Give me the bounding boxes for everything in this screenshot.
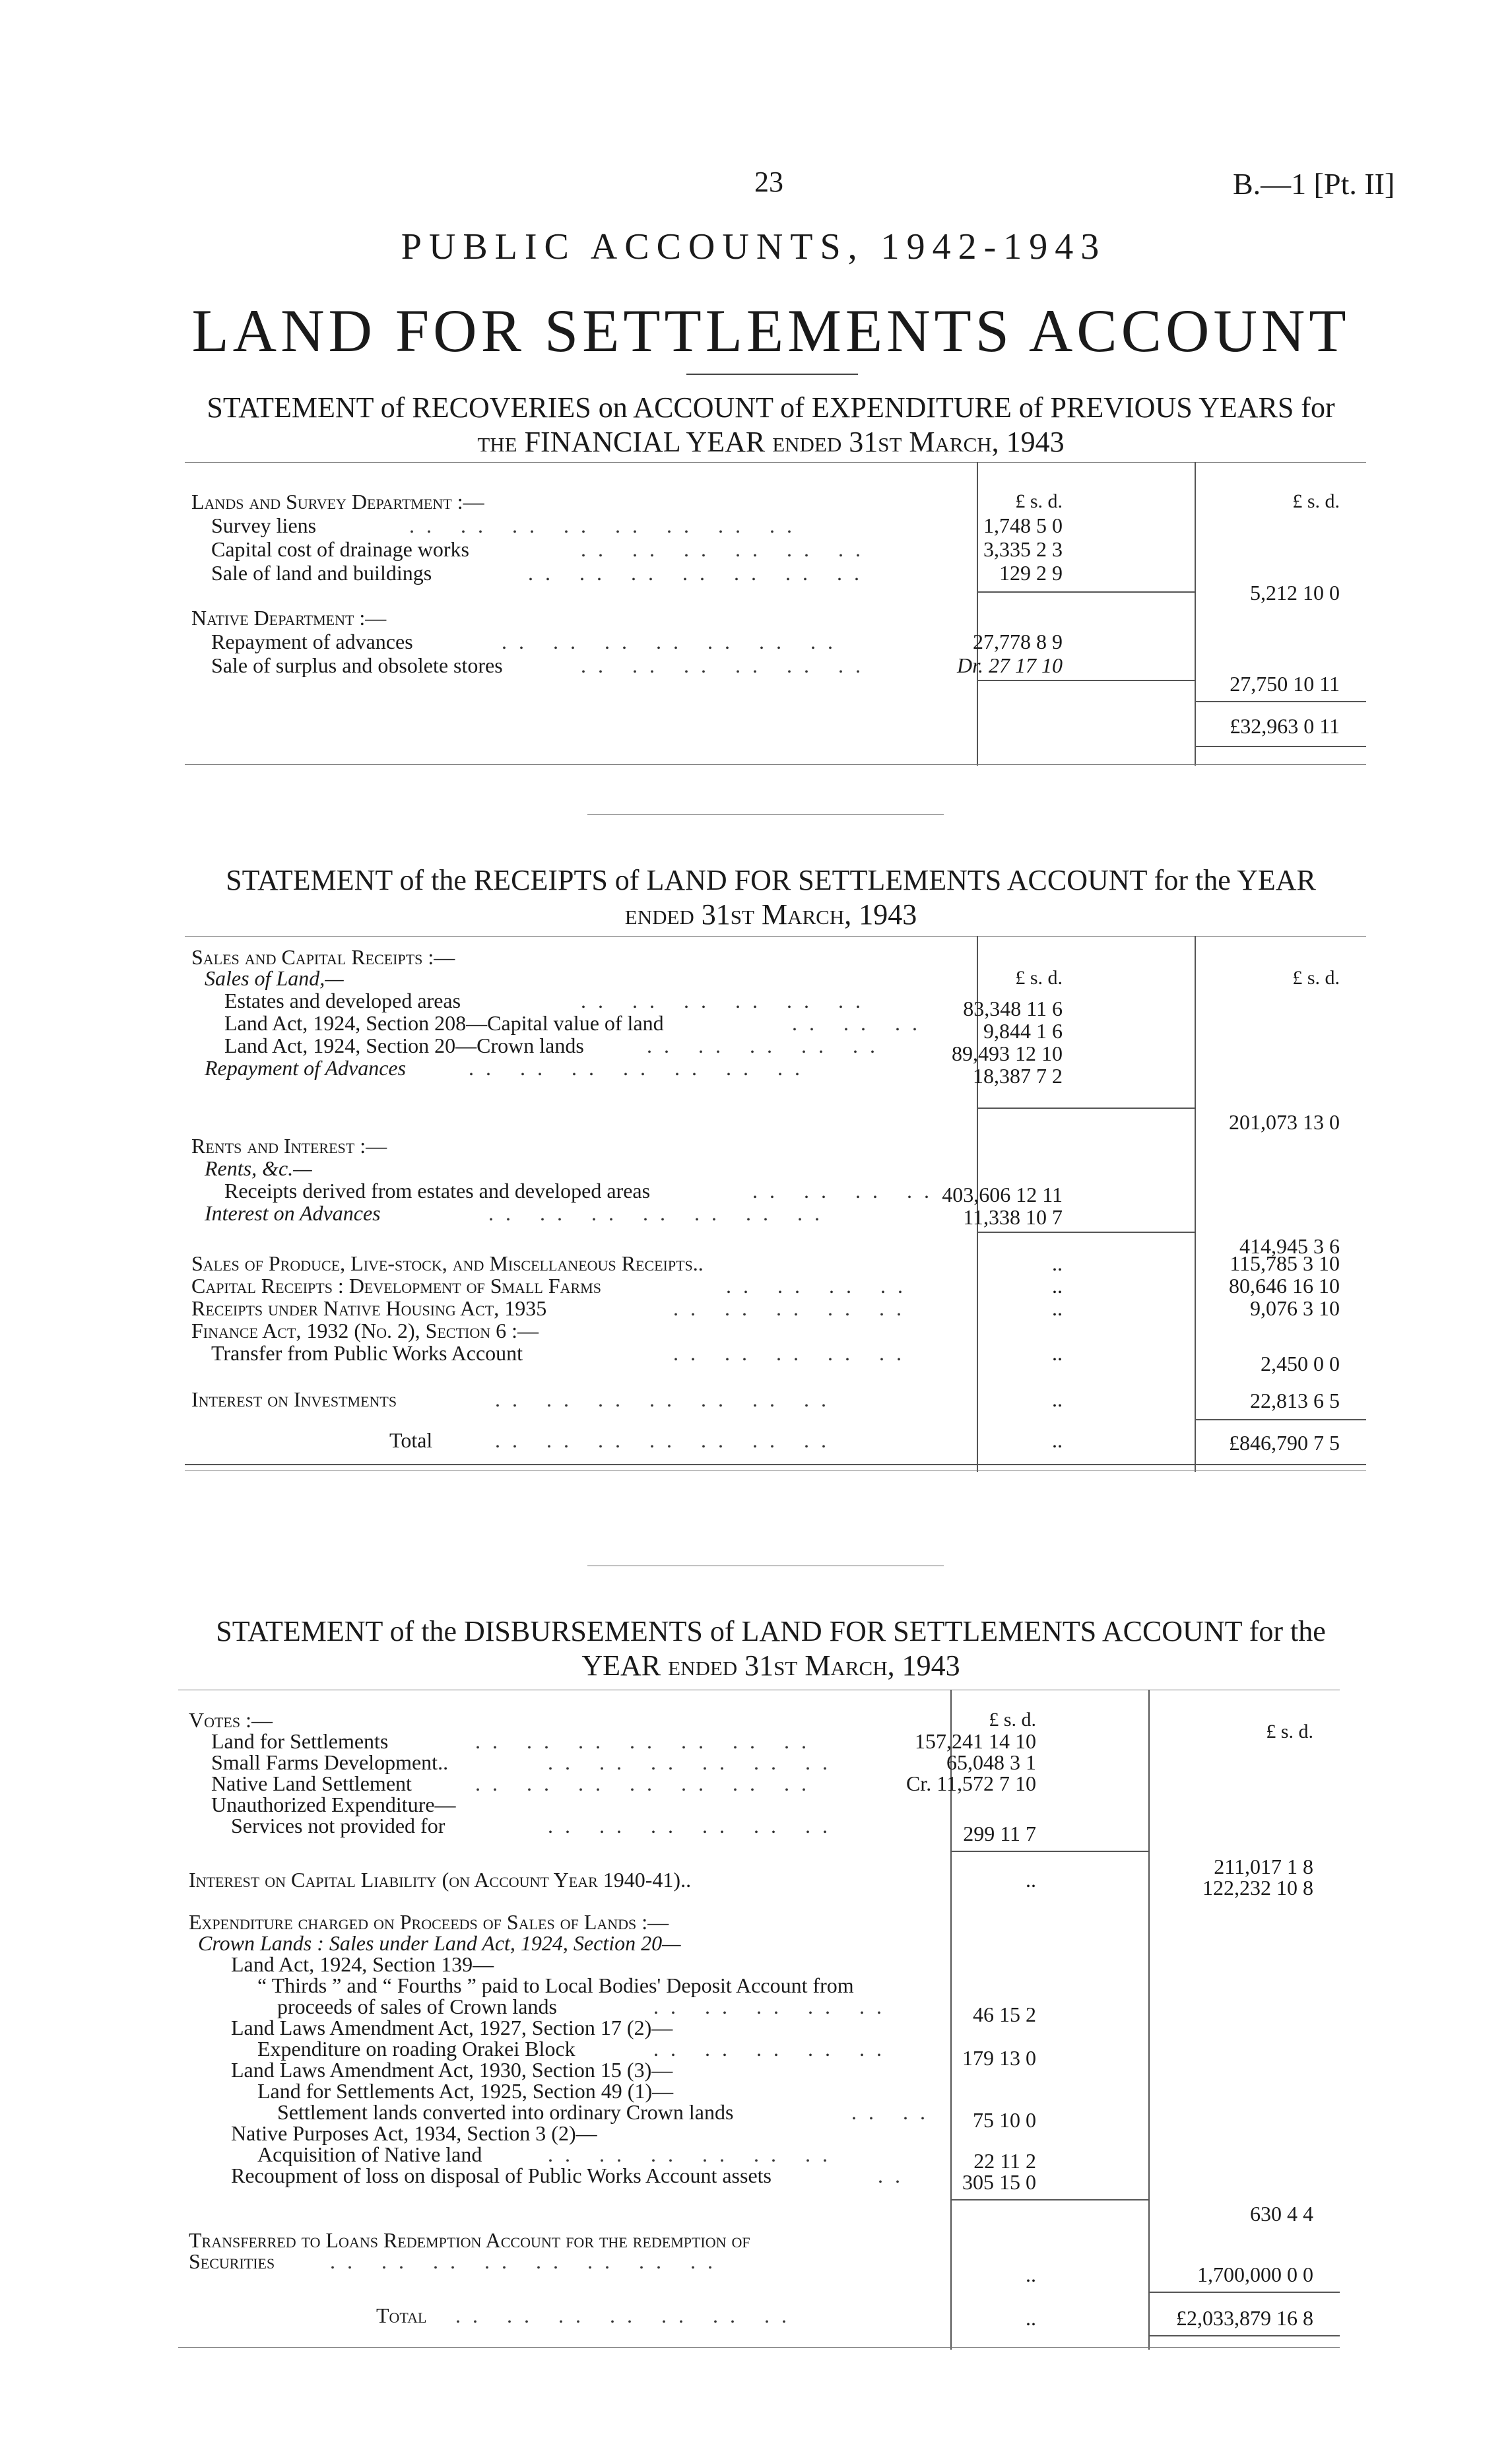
recoveries-title-line2: the FINANCIAL YEAR ended 31st March, 1943 — [477, 426, 1065, 458]
table-row-value: 22 11 2 — [973, 2149, 1036, 2173]
table-row-value: 89,493 12 10 — [952, 1042, 1063, 1065]
table-row-value: 11,338 10 7 — [963, 1205, 1063, 1229]
table-row-label: Native Land Settlement — [211, 1771, 412, 1795]
section-divider — [587, 814, 944, 815]
table-row-value: 122,232 10 8 — [1202, 1876, 1313, 1900]
table-row-label: Land for Settlements — [211, 1729, 389, 1753]
table-row-label: Total — [376, 2303, 427, 2327]
table-row-value: .. — [1052, 1428, 1063, 1452]
table-row-label: Capital Receipts : Development of Small Farms — [191, 1274, 601, 1298]
table-row-value: 1,700,000 0 0 — [1197, 2263, 1313, 2286]
disbursements-col-a-header: £ s. d. — [989, 1709, 1036, 1731]
table-row-label: Services not provided for — [231, 1814, 445, 1837]
table-row-label: Expenditure charged on Proceeds of Sales of Lands :— — [189, 1910, 669, 1934]
table-row-total: £32,963 0 11 — [1230, 714, 1340, 738]
table-row-label: Sales and Capital Receipts :— — [191, 945, 455, 969]
document-reference: B.—1 [Pt. II] — [1233, 167, 1395, 201]
table-row-label: Sale of land and buildings — [211, 561, 432, 585]
table-row-value: .. — [1052, 1251, 1063, 1275]
table-row-label: Settlement lands converted into ordinary Crown lands — [277, 2100, 734, 2124]
table-row-label: Sales of Produce, Live-stock, and Miscellaneous Receipts.. — [191, 1251, 704, 1275]
publication-title: PUBLIC ACCOUNTS, 1942-1943 — [401, 226, 1107, 267]
table-row-label: Transfer from Public Works Account — [211, 1341, 523, 1365]
table-row-value: 129 2 9 — [999, 561, 1063, 585]
table-row-label: Repayment of Advances — [205, 1056, 407, 1080]
table-row-value: 80,646 16 10 — [1229, 1274, 1340, 1298]
table-row-label: Land Laws Amendment Act, 1930, Section 15 (3)— — [231, 2058, 673, 2082]
receipts-title-line1: STATEMENT of the RECEIPTS of LAND FOR SETTLEMENTS ACCOUNT for the YEAR — [226, 864, 1316, 896]
table-row-value: 46 15 2 — [973, 2002, 1036, 2026]
table-row-label: Land Act, 1924, Section 208—Capital value of land — [224, 1011, 664, 1035]
table-row-label: Land Laws Amendment Act, 1927, Section 17 (2)— — [231, 2016, 673, 2039]
table-row-value: 3,335 2 3 — [983, 537, 1063, 561]
table-row-value: 299 11 7 — [963, 1822, 1036, 1845]
table-row-value: 27,750 10 11 — [1230, 672, 1340, 696]
table-row-value: 211,017 1 8 — [1214, 1855, 1313, 1878]
table-row-label: Sale of surplus and obsolete stores — [211, 653, 503, 677]
table-row-value: 9,076 3 10 — [1250, 1296, 1340, 1320]
receipts-title — [226, 863, 1316, 932]
table-row-label: Land Act, 1924, Section 139— — [231, 1952, 494, 1976]
table-row-label: Land for Settlements Act, 1925, Section 49 (1)— — [257, 2079, 674, 2103]
table-row-label: Finance Act, 1932 (No. 2), Section 6 :— — [191, 1319, 539, 1342]
table-row-value: 630 4 4 — [1250, 2202, 1313, 2226]
table-row-label: Repayment of advances — [211, 630, 413, 653]
table-row-label: Expenditure on roading Orakei Block — [257, 2037, 575, 2061]
receipts-col-b-header: £ s. d. — [1292, 967, 1340, 989]
table-row-value: 22,813 6 5 — [1250, 1389, 1340, 1412]
receipts-col-a-header: £ s. d. — [1015, 967, 1063, 989]
table-row-label: Transferred to Loans Redemption Account for the redemption of — [189, 2228, 750, 2252]
table-row-value: .. — [1026, 2306, 1036, 2330]
table-row-value: 27,778 8 9 — [973, 630, 1063, 653]
table-row-value: Dr. 27 17 10 — [956, 653, 1063, 677]
recoveries-col-b-header: £ s. d. — [1292, 490, 1340, 512]
table-row-value: 9,844 1 6 — [983, 1019, 1063, 1043]
table-row-value: Cr. 11,572 7 10 — [905, 1771, 1036, 1795]
table-row-label: Unauthorized Expenditure— — [211, 1793, 456, 1816]
table-row-label: Small Farms Development.. — [211, 1750, 449, 1774]
table-row-label: proceeds of sales of Crown lands — [277, 1995, 557, 2018]
page-number: 23 — [754, 166, 783, 198]
table-row-value: 2,450 0 0 — [1261, 1352, 1340, 1375]
table-row-value: .. — [1052, 1387, 1063, 1411]
disbursements-title-line2: YEAR ended 31st March, 1943 — [581, 1649, 960, 1682]
table-row-label: Sales of Land,— — [205, 966, 344, 990]
table-row-value: 1,748 5 0 — [983, 513, 1063, 537]
table-row-total: £2,033,879 16 8 — [1176, 2306, 1313, 2330]
title-rule — [686, 374, 858, 375]
table-row-value: 157,241 14 10 — [915, 1729, 1036, 1753]
disbursements-table: £ s. d. £ s. d. Votes :— Land for Settlements .. .. .. .. .. .. .. 157,241 14 10 Small Farms Development.. .. .. .. .. .. .. 65,048 3 1 Native Land Settlement .. .. .. .. .. .. .. Cr. 11,572 7 10 Unauthorized Expenditure— Services not provided for .. .. .. .. .. .. 299 11 7 211,017 1 8 Interest on Capital Liability (on Account Year 1940-41).. .. 122,232 10 8 Expenditure charged on Proceeds of Sales of Lands :— Crown Lands : Sales under Land Act, 1924, Section 20— Land Act, 1924, Section 139— “ Thirds ” and “ Fourths ” paid to Local Bodies' Deposit Account from proceeds of sales of Crown lands .. .. .. .. .. 46 15 2 Land Laws Amendment Act, 1927, Section 17 (2)— Expenditure on roading Orakei Block .. .. .. .. .. 179 13 0 Land Laws Amendment Act, 1930, Section 15 (3)— Land for Settlements Act, 1925, Section 49 (1)— Settlement lands converted into ordinary Crown lands .. .. 75 10 0 Native Purposes Act, 1934, Section 3 (2)— Acquisition of Native land .. .. .. .. .. .. 22 11 2 Recoupment of loss on disposal of Public Works Account assets .. 305 15 0 630 4 4 Transferred to Loans Redemption Account for the redemption of Securities .. .. .. .. .. .. .. .. .. 1,700,000 0 0 Total .. .. .. .. .. .. .. .. £2,033,879 16 8 — [178, 1690, 1340, 2350]
table-row-label: “ Thirds ” and “ Fourths ” paid to Local Bodies' Deposit Account from — [257, 1973, 854, 1997]
table-row-label: Acquisition of Native land — [257, 2142, 482, 2166]
disbursements-title — [216, 1614, 1326, 1683]
table-row-label: Survey liens — [211, 513, 317, 537]
disbursements-title-line1: STATEMENT of the DISBURSEMENTS of LAND FOR SETTLEMENTS ACCOUNT for the — [216, 1615, 1326, 1647]
table-row-value: 65,048 3 1 — [946, 1750, 1036, 1774]
recoveries-col-a-header: £ s. d. — [1015, 490, 1063, 512]
table-row-value: 18,387 7 2 — [973, 1064, 1063, 1088]
table-row-label: Interest on Advances — [205, 1201, 381, 1225]
table-row-value: 414,945 3 6 — [1239, 1234, 1340, 1258]
table-row-value: .. — [1026, 2263, 1036, 2286]
table-row-label: Native Department :— — [191, 606, 387, 630]
table-row-value: .. — [1052, 1296, 1063, 1320]
table-row-value: 5,212 10 0 — [1250, 581, 1340, 605]
table-row-label: Interest on Investments — [191, 1387, 397, 1411]
table-row-value: 403,606 12 11 — [942, 1183, 1063, 1207]
table-row-label: Estates and developed areas — [224, 989, 461, 1012]
table-row-value: .. — [1052, 1341, 1063, 1365]
table-row-label: Securities — [189, 2249, 275, 2273]
table-row-value: 75 10 0 — [973, 2108, 1036, 2132]
table-row-label: Land Act, 1924, Section 20—Crown lands — [224, 1034, 584, 1057]
recoveries-table: £ s. d. £ s. d. Lands and Survey Department :— Survey liens .. .. .. .. .. .. .. .. 1,748 5 0 Capital cost of drainage works .. .. .. .. .. .. 3,335 2 3 Sale of land and buildings .. .. .. .. .. .. .. 129 2 9 5,212 10 0 Native Department :— Repayment of advances .. .. .. .. .. .. .. 27,778 8 9 Sale of surplus and obsolete stores .. .. .. .. .. .. Dr. 27 17 10 27,750 10 11 £32,963 0 11 — [185, 462, 1366, 766]
table-row-value: 201,073 13 0 — [1229, 1110, 1340, 1134]
recoveries-title-line1: STATEMENT of RECOVERIES on ACCOUNT of EXPENDITURE of PREVIOUS YEARS for — [207, 391, 1335, 424]
table-row-label: Receipts under Native Housing Act, 1935 — [191, 1296, 547, 1320]
table-row-label: Crown Lands : Sales under Land Act, 1924, Section 20— — [198, 1931, 681, 1955]
table-row-value: 305 15 0 — [962, 2170, 1036, 2194]
table-row-label: Total — [389, 1428, 433, 1452]
main-title: LAND FOR SETTLEMENTS ACCOUNT — [191, 297, 1350, 364]
disbursements-col-b-header: £ s. d. — [1266, 1721, 1313, 1742]
receipts-table: £ s. d. £ s. d. Sales and Capital Receipts :— Sales of Land,— Estates and developed areas .. .. .. .. .. .. 83,348 11 6 Land Act, 1924, Section 208—Capital value of land .. .. .. 9,844 1 6 Land Act, 1924, Section 20—Crown lands .. .. .. .. .. 89,493 12 10 Repayment of Advances .. .. .. .. .. .. .. 18,387 7 2 201,073 13 0 Rents and Interest :— Rents, &c.— Receipts derived from estates and developed areas .. .. .. .. 403,606 12 11 Interest on Advances .. .. .. .. .. .. .. 11,338 10 7 414,945 3 6 Sales of Produce, Live-stock, and Miscellaneous Receipts.. .. 115,785 3 10 Capital Receipts : Development of Small Farms .. .. .. .. .. 80,646 16 10 Receipts under Native Housing Act, 1935 .. .. .. .. .. .. 9,076 3 10 Finance Act, 1932 (No. 2), Section 6 :— Transfer from Public Works Account .. .. .. .. .. .. 2,450 0 0 Interest on Investments .. .. .. .. .. .. .. .. 22,813 6 5 Total .. .. .. .. .. .. .. .. £846,790 7 5 — [185, 936, 1366, 1472]
table-row-value: 83,348 11 6 — [963, 997, 1063, 1020]
recoveries-title — [207, 391, 1334, 459]
table-row-label: Rents and Interest :— — [191, 1134, 387, 1158]
table-row-value: .. — [1026, 1868, 1036, 1892]
table-row-label: Votes :— — [189, 1708, 273, 1732]
table-row-label: Interest on Capital Liability (on Account Year 1940-41).. — [189, 1868, 692, 1892]
table-row-label: Capital cost of drainage works — [211, 537, 469, 561]
table-row-label: Lands and Survey Department :— — [191, 490, 484, 513]
table-row-label: Recoupment of loss on disposal of Public Works Account assets — [231, 2164, 772, 2187]
table-row-value: 179 13 0 — [962, 2046, 1036, 2070]
table-row-label: Receipts derived from estates and developed areas — [224, 1179, 651, 1203]
table-row-value: 115,785 3 10 — [1230, 1251, 1340, 1275]
table-row-label: Rents, &c.— — [205, 1156, 312, 1180]
table-row-label: Native Purposes Act, 1934, Section 3 (2)— — [231, 2121, 597, 2145]
table-row-value: .. — [1052, 1274, 1063, 1298]
table-row-total: £846,790 7 5 — [1229, 1431, 1340, 1455]
receipts-title-line2: ended 31st March, 1943 — [624, 898, 917, 931]
